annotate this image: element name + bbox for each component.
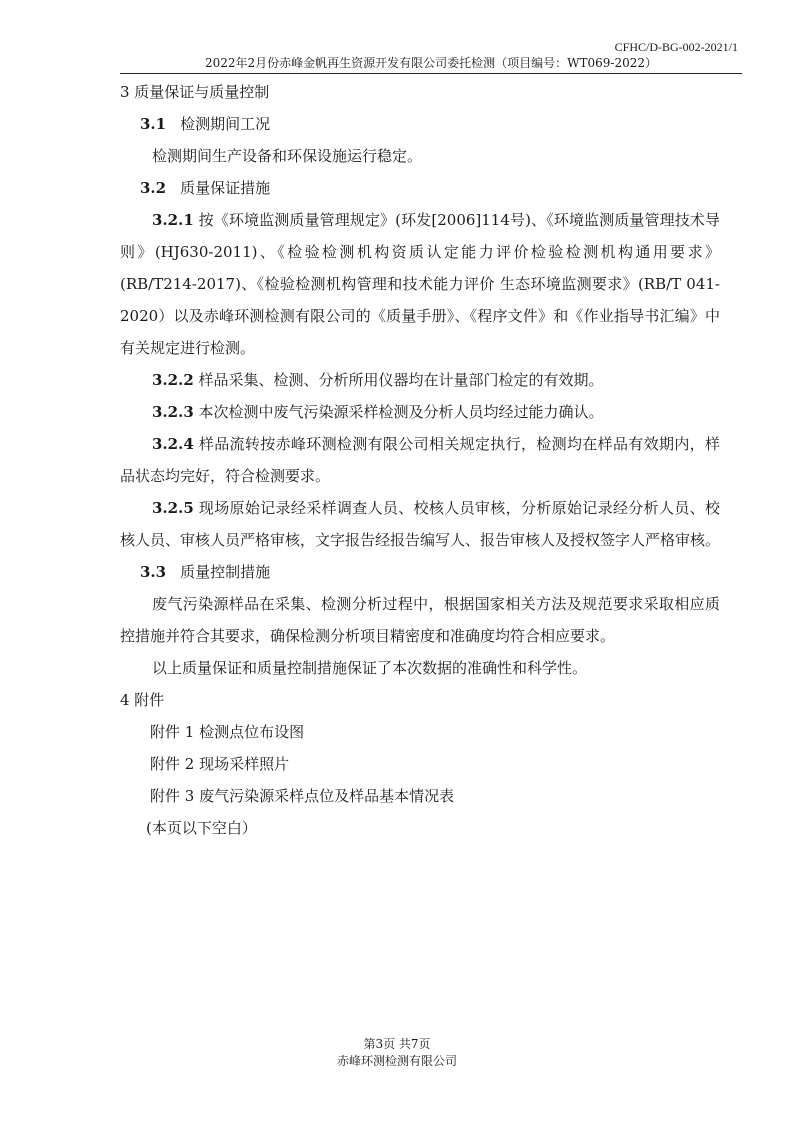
section-title: 质量保证措施 xyxy=(180,179,271,197)
section-3-3-paragraph-2: 以上质量保证和质量控制措施保证了本次数据的准确性和科学性。 xyxy=(152,659,588,677)
clause-number: 3.2.3 xyxy=(152,403,194,421)
attachment-item-1: 附件 1 检测点位布设图 xyxy=(150,723,305,741)
section-number: 3.1 xyxy=(140,115,167,133)
footer-company: 赤峰环测检测有限公司 xyxy=(336,1054,457,1068)
clause-3-2-2 xyxy=(120,364,720,396)
clause-text: 按《环境监测质量管理规定》(环发[2006]114号)、《环境监测质量管理技术导则》(HJ630-2011)、《检验检测机构资质认定能力评价检验检测机构通用要求》(RB/T214-2017)、《检验检测机构管理和技术能力评价 生态环境监测要求》(RB/T 041-2020）以及赤峰环测检测有限公司的《质量手册》、《程序文件》和《作业指导书汇编》中有关规定进行检测。 xyxy=(120,211,720,357)
clause-text: 现场原始记录经采样调查人员、校核人员审核，分析原始记录经分析人员、校核人员、审核人员严格审核，文字报告经报告编写人、报告审核人及授权签字人严格审核。 xyxy=(120,499,721,549)
page-number: 第3页 共7页 xyxy=(363,1037,431,1051)
section-3-3-paragraph-1: 废气污染源样品在采集、检测分析过程中，根据国家相关方法及规范要求采取相应质控措施并符合其要求，确保检测分析项目精密度和准确度均符合相应要求。 xyxy=(120,595,720,645)
report-body xyxy=(120,76,720,844)
page-footer xyxy=(0,1036,794,1070)
clause-text: 本次检测中废气污染源采样检测及分析人员均经过能力确认。 xyxy=(193,403,604,421)
section-3-heading: 3 质量保证与质量控制 xyxy=(120,83,270,101)
section-title: 检测期间工况 xyxy=(180,115,271,133)
clause-number: 3.2.4 xyxy=(152,435,194,453)
section-number: 3.2 xyxy=(140,179,167,197)
section-3-2-heading xyxy=(120,172,720,204)
section-title: 质量控制措施 xyxy=(180,563,271,581)
section-3-1-heading xyxy=(120,108,720,140)
section-number: 3.3 xyxy=(140,563,167,581)
section-3-1-text: 检测期间生产设备和环保设施运行稳定。 xyxy=(152,147,423,165)
attachment-item-2: 附件 2 现场采样照片 xyxy=(150,755,290,773)
document-code: CFHC/D-BG-002-2021/1 xyxy=(614,40,738,54)
clause-3-2-4 xyxy=(120,428,720,492)
clause-3-2-5 xyxy=(120,492,720,556)
clause-number: 3.2.2 xyxy=(152,371,194,389)
clause-number: 3.2.1 xyxy=(152,211,194,229)
report-header-title: 2022年2月份赤峰金帆再生资源开发有限公司委托检测（项目编号：WT069-2022） xyxy=(120,54,742,74)
clause-text: 样品采集、检测、分析所用仪器均在计量部门检定的有效期。 xyxy=(193,371,604,389)
section-3-3-heading xyxy=(120,556,720,588)
clause-number: 3.2.5 xyxy=(152,499,194,517)
section-4-heading: 4 附件 xyxy=(120,691,165,709)
clause-3-2-1 xyxy=(120,204,720,364)
clause-3-2-3 xyxy=(120,396,720,428)
blank-page-note: (本页以下空白） xyxy=(146,819,257,837)
attachment-item-3: 附件 3 废气污染源采样点位及样品基本情况表 xyxy=(150,787,455,805)
clause-text: 样品流转按赤峰环测检测有限公司相关规定执行，检测均在样品有效期内，样品状态均完好，符合检测要求。 xyxy=(120,435,720,485)
